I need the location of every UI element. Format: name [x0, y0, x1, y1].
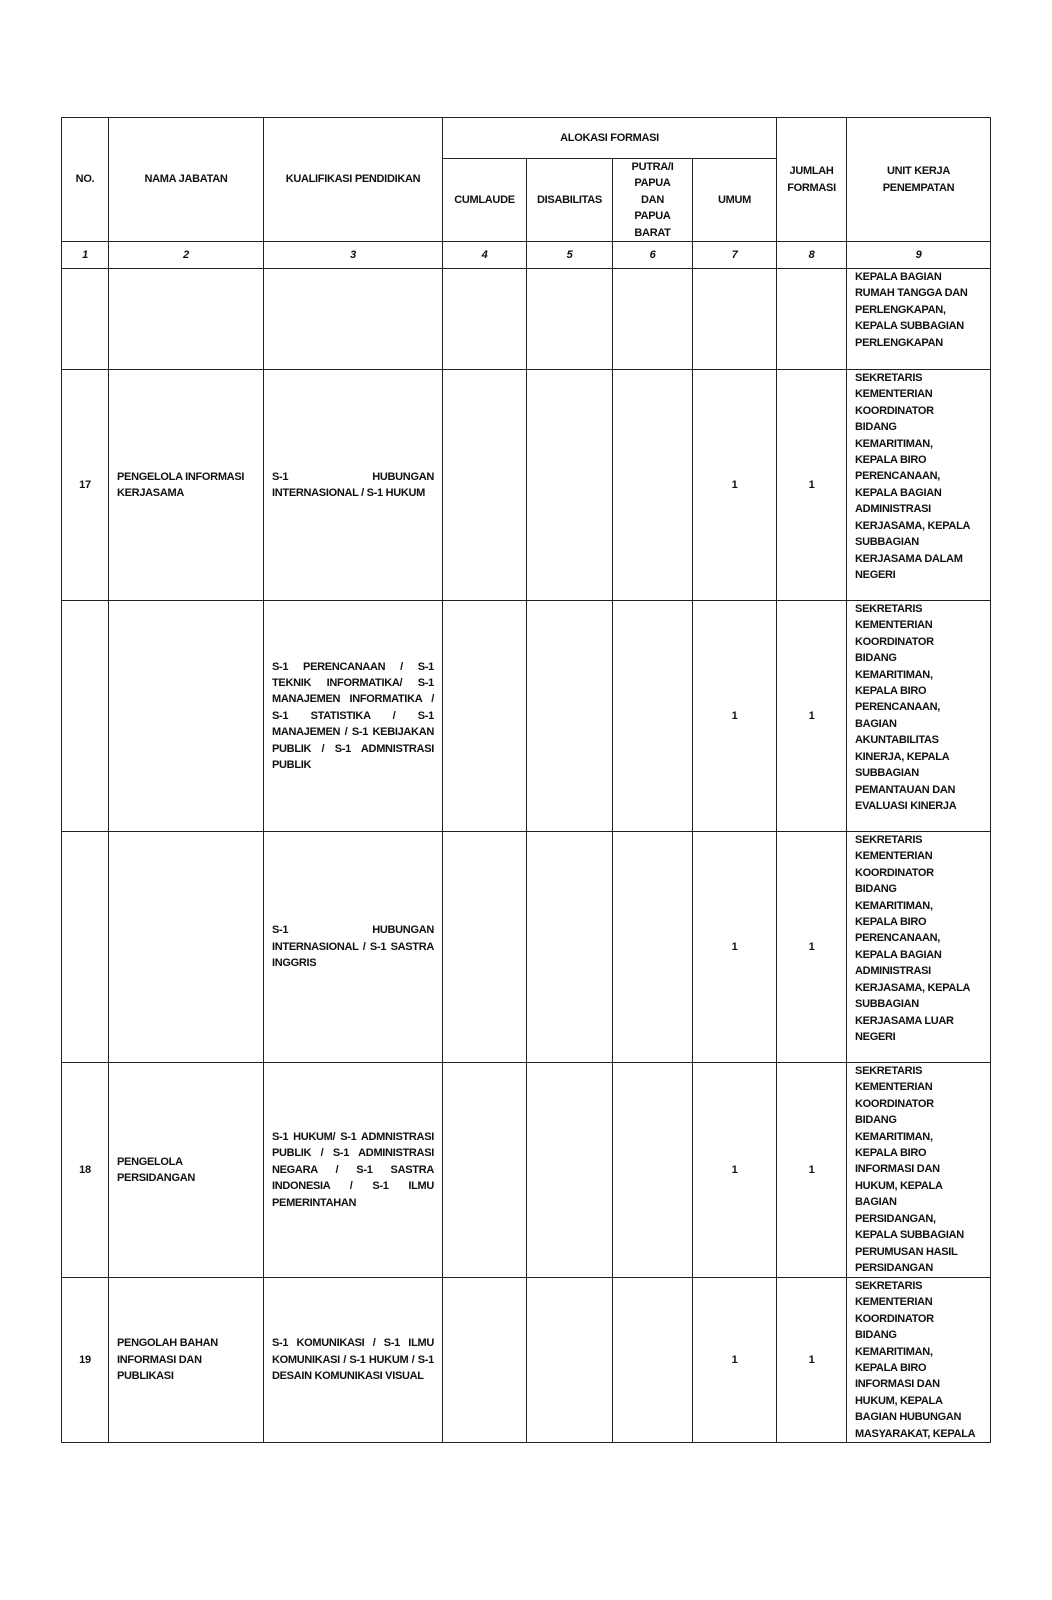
- table-row: [62, 1278, 991, 1443]
- row-umum: 1: [693, 1063, 777, 1278]
- header-cumlaude: CUMLAUDE: [443, 159, 527, 242]
- col-number: 7: [693, 242, 777, 269]
- row-umum: 1: [693, 370, 777, 601]
- row-unit-kerja: SEKRETARIS KEMENTERIAN KOORDINATOR BIDANG KEMARITIMAN, KEPALA BIRO INFORMASI DAN HUKUM, KEPALA BAGIAN HUBUNGAN MASYARAKAT, KEPALA: [847, 1278, 991, 1443]
- header-jumlah: JUMLAH FORMASI: [777, 118, 847, 242]
- row-papua: [613, 269, 693, 370]
- header-nama-jabatan: NAMA JABATAN: [109, 118, 264, 242]
- row-jumlah: 1: [777, 370, 847, 601]
- row-unit-kerja: SEKRETARIS KEMENTERIAN KOORDINATOR BIDANG KEMARITIMAN, KEPALA BIRO PERENCANAAN, KEPALA BAGIAN ADMINISTRASI KERJASAMA, KEPALA SUBBAGIAN KERJASAMA LUAR NEGERI: [847, 832, 991, 1063]
- row-disabilitas: [527, 601, 613, 832]
- row-papua: [613, 1278, 693, 1443]
- row-nama-jabatan: [109, 601, 264, 832]
- row-disabilitas: [527, 832, 613, 1063]
- row-papua: [613, 601, 693, 832]
- row-jumlah: [777, 269, 847, 370]
- col-number: 9: [847, 242, 991, 269]
- table-row: [62, 1063, 991, 1278]
- row-no: [62, 601, 109, 832]
- row-kualifikasi: S-1 HUBUNGAN INTERNASIONAL / S-1 SASTRA INGGRIS: [264, 832, 443, 1063]
- row-kualifikasi: S-1 PERENCANAAN / S-1 TEKNIK INFORMATIKA/ S-1 MANAJEMEN INFORMATIKA / S-1 STATISTIKA / S-1 MANAJEMEN / S-1 KEBIJAKAN PUBLIK / S-1 ADMNISTRASI PUBLIK: [264, 601, 443, 832]
- row-disabilitas: [527, 370, 613, 601]
- row-cumlaude: [443, 370, 527, 601]
- row-nama-jabatan: PENGOLAH BAHAN INFORMASI DAN PUBLIKASI: [109, 1278, 264, 1443]
- col-number: 6: [613, 242, 693, 269]
- row-umum: 1: [693, 832, 777, 1063]
- col-number: 1: [62, 242, 109, 269]
- table-row: [62, 832, 991, 1063]
- row-umum: 1: [693, 1278, 777, 1443]
- row-unit-kerja: SEKRETARIS KEMENTERIAN KOORDINATOR BIDANG KEMARITIMAN, KEPALA BIRO PERENCANAAN, BAGIAN AKUNTABILITAS KINERJA, KEPALA SUBBAGIAN PEMANTAUAN DAN EVALUASI KINERJA: [847, 601, 991, 832]
- row-umum: 1: [693, 601, 777, 832]
- header-umum: UMUM: [693, 159, 777, 242]
- row-umum: [693, 269, 777, 370]
- row-unit-kerja: SEKRETARIS KEMENTERIAN KOORDINATOR BIDANG KEMARITIMAN, KEPALA BIRO INFORMASI DAN HUKUM, KEPALA BAGIAN PERSIDANGAN, KEPALA SUBBAGIAN PERUMUSAN HASIL PERSIDANGAN: [847, 1063, 991, 1278]
- row-no: 17: [62, 370, 109, 601]
- col-number: 3: [264, 242, 443, 269]
- row-kualifikasi: S-1 HUKUM/ S-1 ADMNISTRASI PUBLIK / S-1 ADMINISTRASI NEGARA / S-1 SASTRA INDONESIA / S-1 ILMU PEMERINTAHAN: [264, 1063, 443, 1278]
- header-putra-papua: PUTRA/I PAPUA DAN PAPUA BARAT: [613, 159, 693, 242]
- row-papua: [613, 1063, 693, 1278]
- row-no: [62, 269, 109, 370]
- header-unit: UNIT KERJA PENEMPATAN: [847, 118, 991, 242]
- table-row: [62, 601, 991, 832]
- row-jumlah: 1: [777, 832, 847, 1063]
- row-cumlaude: [443, 832, 527, 1063]
- row-jumlah: 1: [777, 601, 847, 832]
- header-alokasi: ALOKASI FORMASI: [443, 118, 777, 159]
- row-cumlaude: [443, 601, 527, 832]
- row-unit-kerja: SEKRETARIS KEMENTERIAN KOORDINATOR BIDANG KEMARITIMAN, KEPALA BIRO PERENCANAAN, KEPALA BAGIAN ADMINISTRASI KERJASAMA, KEPALA SUBBAGIAN KERJASAMA DALAM NEGERI: [847, 370, 991, 601]
- formasi-table: [61, 117, 991, 1443]
- table-row: [62, 370, 991, 601]
- row-jumlah: 1: [777, 1063, 847, 1278]
- row-jumlah: 1: [777, 1278, 847, 1443]
- header-kualifikasi: KUALIFIKASI PENDIDIKAN: [264, 118, 443, 242]
- col-number: 8: [777, 242, 847, 269]
- row-nama-jabatan: PENGELOLA INFORMASI KERJASAMA: [109, 370, 264, 601]
- row-kualifikasi: [264, 269, 443, 370]
- row-disabilitas: [527, 1063, 613, 1278]
- row-kualifikasi: S-1 HUBUNGAN INTERNASIONAL / S-1 HUKUM: [264, 370, 443, 601]
- row-no: 18: [62, 1063, 109, 1278]
- row-nama-jabatan: [109, 269, 264, 370]
- row-no: 19: [62, 1278, 109, 1443]
- row-cumlaude: [443, 1278, 527, 1443]
- row-papua: [613, 832, 693, 1063]
- row-no: [62, 832, 109, 1063]
- col-number: 2: [109, 242, 264, 269]
- table-row: [62, 269, 991, 370]
- row-disabilitas: [527, 1278, 613, 1443]
- row-disabilitas: [527, 269, 613, 370]
- row-papua: [613, 370, 693, 601]
- row-unit-kerja: KEPALA BAGIAN RUMAH TANGGA DAN PERLENGKAPAN, KEPALA SUBBAGIAN PERLENGKAPAN: [847, 269, 991, 370]
- column-number-row: [62, 242, 991, 269]
- header-no: NO.: [62, 118, 109, 242]
- row-cumlaude: [443, 1063, 527, 1278]
- col-number: 5: [527, 242, 613, 269]
- header-disabilitas: DISABILITAS: [527, 159, 613, 242]
- row-nama-jabatan: [109, 832, 264, 1063]
- row-kualifikasi: S-1 KOMUNIKASI / S-1 ILMU KOMUNIKASI / S-1 HUKUM / S-1 DESAIN KOMUNIKASI VISUAL: [264, 1278, 443, 1443]
- col-number: 4: [443, 242, 527, 269]
- row-nama-jabatan: PENGELOLA PERSIDANGAN: [109, 1063, 264, 1278]
- row-cumlaude: [443, 269, 527, 370]
